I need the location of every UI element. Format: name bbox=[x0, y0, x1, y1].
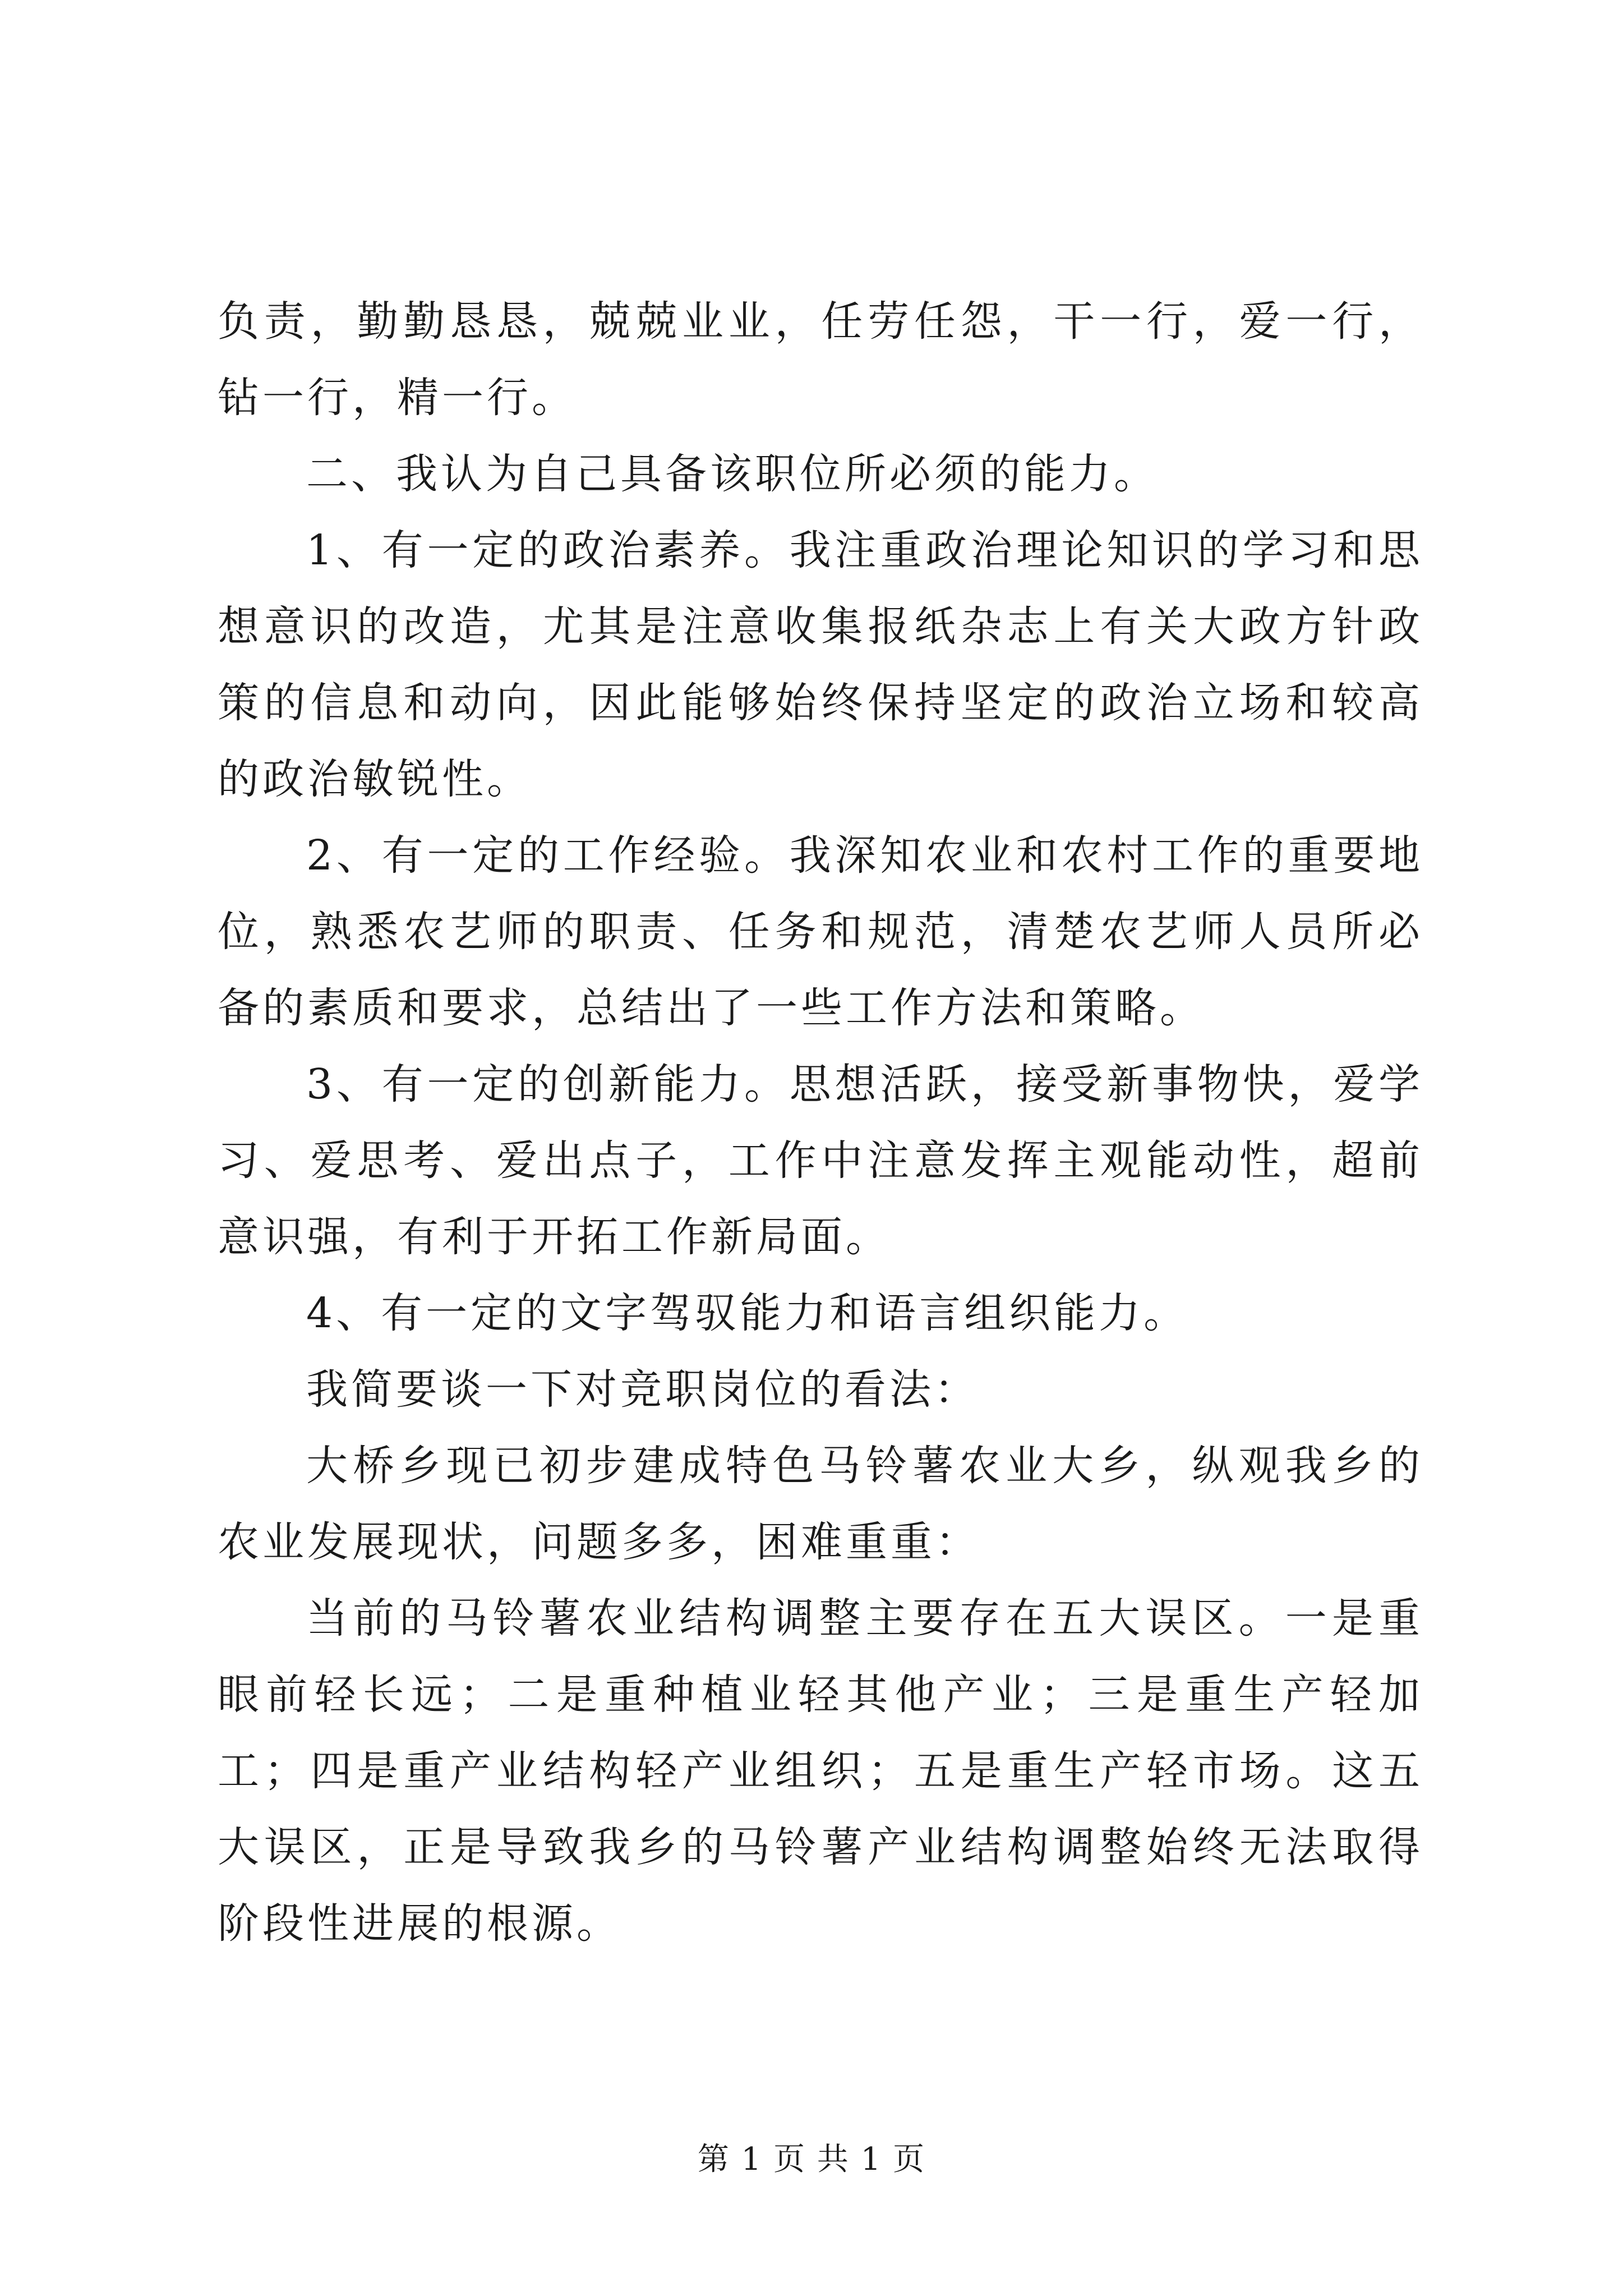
paragraph-item-1: 1、有一定的政治素养。我注重政治理论知识的学习和思想意识的改造，尤其是注意收集报纸杂志上有关大政方针政策的信息和动向，因此能够始终保持坚定的政治立场和较高的政治敏锐性。 bbox=[218, 526, 1423, 803]
paragraph-item-4: 4、有一定的文字驾驭能力和语言组织能力。 bbox=[306, 1289, 1189, 1337]
paragraph-continuation: 负责，勤勤恳恳，兢兢业业，任劳任怨，干一行，爱一行，钻一行，精一行。 bbox=[218, 297, 1423, 422]
paragraph-item-3: 3、有一定的创新能力。思想活跃，接受新事物快，爱学习、爱思考、爱出点子，工作中注意发挥主观能动性，超前意识强，有利于开拓工作新局面。 bbox=[218, 1060, 1423, 1261]
paragraph-item-2: 2、有一定的工作经验。我深知农业和农村工作的重要地位，熟悉农艺师的职责、任务和规范，清楚农艺师人员所必备的素质和要求，总结出了一些工作方法和策略。 bbox=[218, 831, 1423, 1032]
paragraph-misconceptions: 当前的马铃薯农业结构调整主要存在五大误区。一是重眼前轻长远；二是重种植业轻其他产业；三是重生产轻加工；四是重产业结构轻产业组织；五是重生产轻市场。这五大误区，正是导致我乡的马铃薯产业结构调整始终无法取得阶段性进展的根源。 bbox=[218, 1594, 1423, 1948]
page-footer: 第 1 页 共 1 页 bbox=[697, 2141, 926, 2178]
paragraph-status: 大桥乡现已初步建成特色马铃薯农业大乡，纵观我乡的农业发展现状，问题多多，困难重重： bbox=[218, 1442, 1423, 1566]
paragraph-views-intro: 我简要谈一下对竞职岗位的看法： bbox=[306, 1365, 979, 1414]
paragraph-section-heading: 二、我认为自己具备该职位所必须的能力。 bbox=[306, 450, 1159, 498]
document-body bbox=[218, 283, 1423, 1962]
